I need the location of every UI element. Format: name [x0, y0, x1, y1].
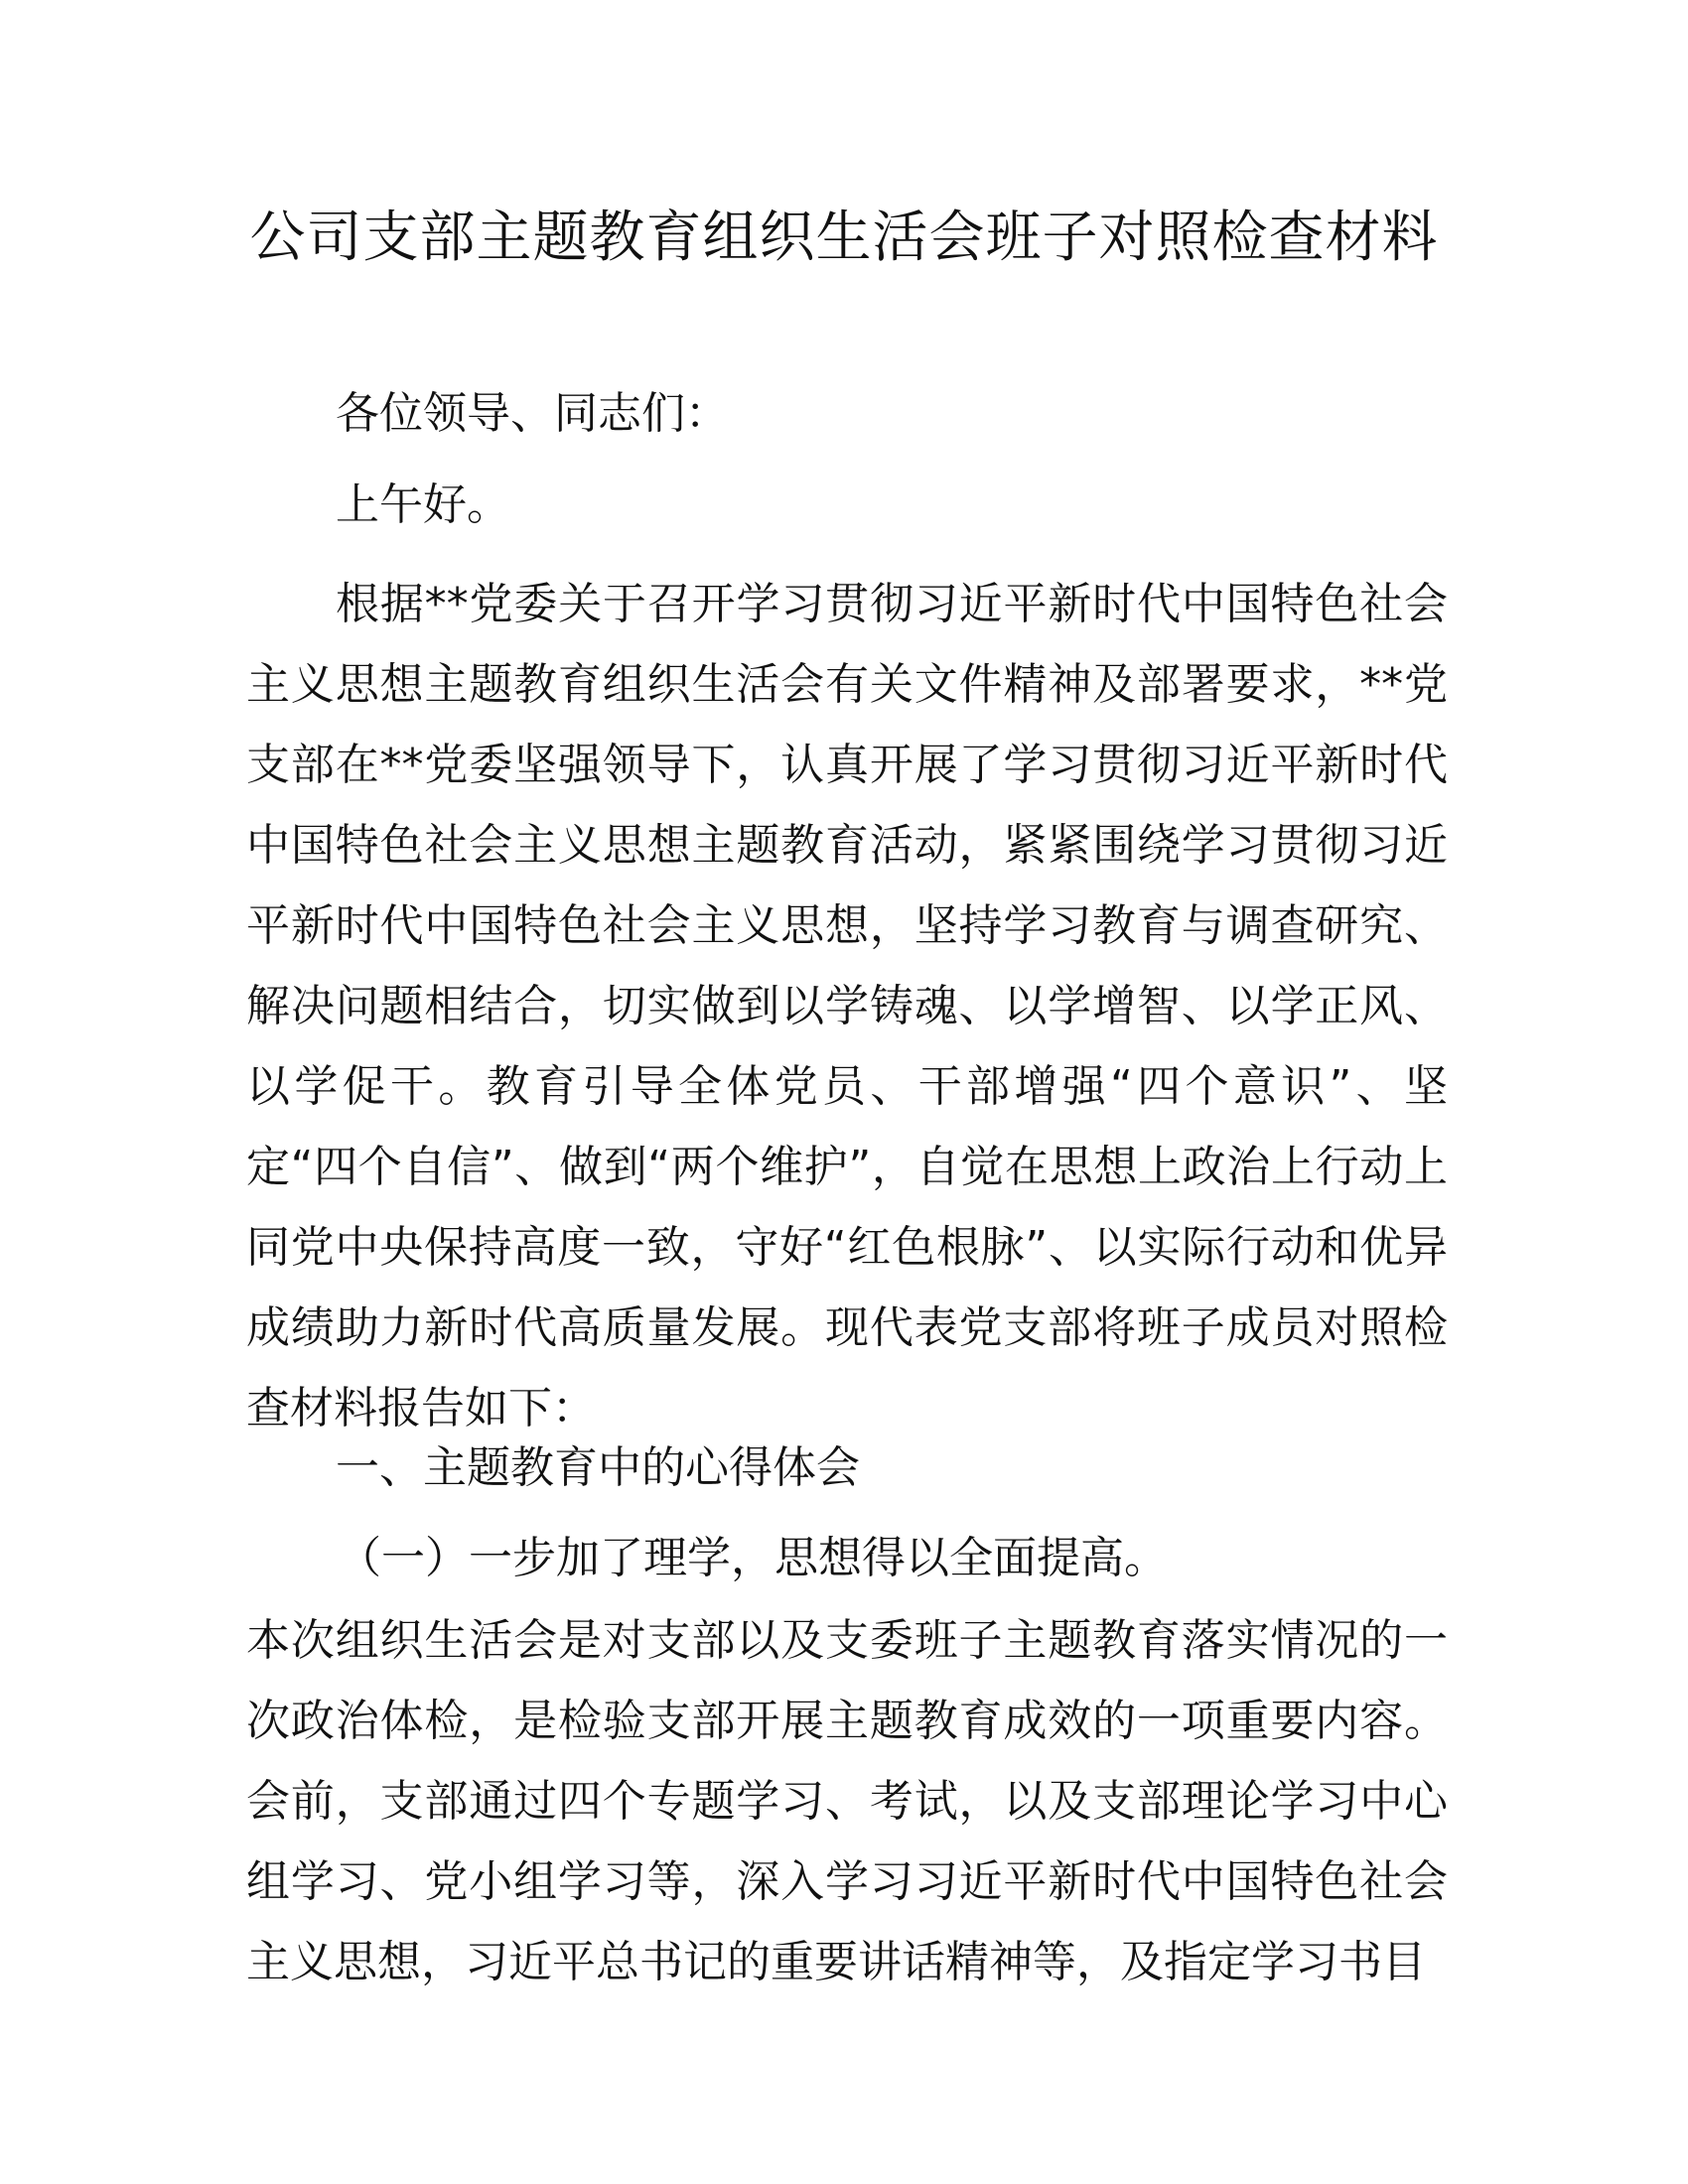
greeting: 上午好。: [336, 479, 510, 530]
subsection-heading: （一）一步加了理学，思想得以全面提高。: [338, 1533, 1168, 1583]
body-paragraph: 本次组织生活会是对支部以及支委班子主题教育落实情况的一次政治体检，是检验支部开展主题教育成效的一项重要内容。会前，支部通过四个专题学习、考试，以及支部理论学习中心组学习、党小组学习等，深入学习习近平新时代中国特色社会主义思想，习近平总书记的重要讲话精神等，及指定学习书目: [246, 1615, 1448, 1987]
document-title: 公司支部主题教育组织生活会班子对照检查材料: [249, 205, 1439, 270]
intro-paragraph: 根据**党委关于召开学习贯彻习近平新时代中国特色社会主义思想主题教育组织生活会有关文件精神及部署要求，**党支部在**党委坚强领导下，认真开展了学习贯彻习近平新时代中国特色社会主义思想主题教育活动，紧紧围绕学习贯彻习近平新时代中国特色社会主义思想，坚持学习教育与调查研究、解决问题相结合，切实做到以学铸魂、以学增智、以学正风、以学促干。教育引导全体党员、干部增强“四个意识”、坚定“四个自信”、做到“两个维护”，自觉在思想上政治上行动上同党中央保持高度一致，守好“红色根脉”、以实际行动和优异成绩助力新时代高质量发展。现代表党支部将班子成员对照检查材料报告如下：: [246, 579, 1448, 1433]
section-heading: 一、主题教育中的心得体会: [336, 1442, 860, 1493]
salutation: 各位领导、同志们：: [336, 388, 729, 439]
